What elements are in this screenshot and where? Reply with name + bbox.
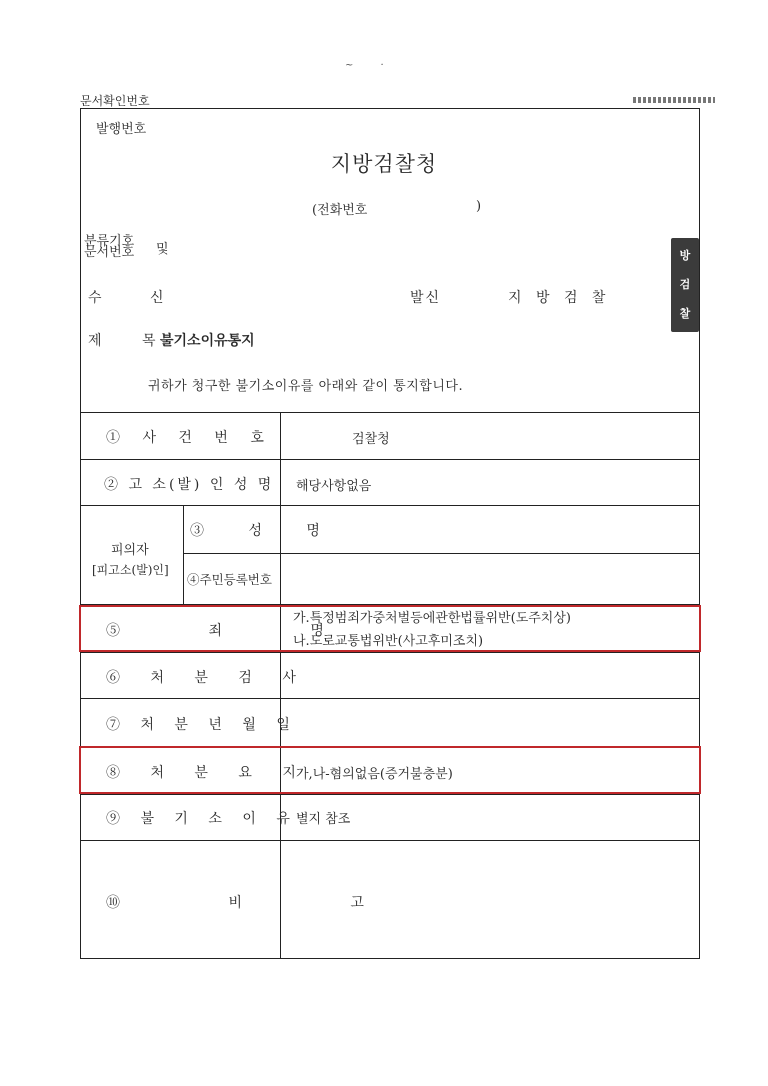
row-divider (80, 794, 700, 795)
subject-value: 불기소이유통지 (160, 333, 255, 349)
remarks-label: ⑩ 비 고 (106, 895, 364, 911)
row-divider (80, 698, 700, 699)
column-divider (183, 505, 184, 604)
row-divider (80, 652, 700, 653)
classification-and: 및 (156, 242, 169, 257)
non-indictment-reason-value: 별지 참조 (296, 812, 351, 827)
sender-value: 지 방 검 찰 (508, 290, 611, 306)
seal-char: 방 (679, 249, 691, 263)
corner-barcode-icon (633, 97, 715, 103)
classification-label-line2: 문서번호 (84, 245, 135, 260)
row-divider (80, 505, 700, 506)
intro-text: 귀하가 청구한 불기소이유를 아래와 같이 통지합니다. (148, 379, 464, 394)
disposition-date-label: ⑦ 처 분 년 월 일 (106, 717, 298, 733)
disposition-summary-value: 가,나-혐의없음(증거불충분) (296, 767, 453, 782)
suspect-label: 피의자 (111, 543, 149, 558)
seal-char: 검 (679, 277, 691, 291)
sender-label: 발신 (410, 290, 442, 306)
row-divider (80, 840, 700, 841)
non-indictment-reason-label: ⑨ 불 기 소 이 유 (106, 811, 298, 827)
phone-close-paren: ) (476, 199, 482, 214)
complainant-value: 해당사항없음 (296, 479, 372, 494)
document-frame (80, 108, 700, 959)
classification-label (84, 236, 134, 258)
subject-label: 제 목 (88, 333, 174, 349)
case-number-value: 검찰청 (352, 432, 390, 447)
phone-label: (전화번호 (312, 203, 368, 218)
classification-label-line1: 분류기호 (84, 234, 135, 249)
official-seal-stamp (671, 238, 699, 332)
seal-char: 찰 (679, 306, 691, 320)
row-divider (183, 553, 700, 554)
issue-number-label: 발행번호 (96, 122, 147, 137)
row-divider (80, 459, 700, 460)
prosecutor-label: ⑥ 처 분 검 사 (106, 670, 309, 686)
offense-value-line2: 나.도로교통법위반(사고후미조치) (293, 634, 484, 649)
agency-title: 지방검찰청 (330, 152, 438, 176)
doc-confirm-number-label: 문서확인번호 (80, 94, 150, 108)
recipient-label: 수 신 (88, 290, 186, 306)
offense-label: ⑤ 죄 명 (106, 623, 324, 639)
resident-number-label: ④주민등록번호 (187, 572, 272, 587)
suspect-sublabel: [피고소(발)인] (92, 563, 169, 577)
table-top-line (80, 412, 700, 413)
disposition-summary-label: ⑧ 처 분 요 지 (106, 765, 309, 781)
complainant-label: ② 고 소(발) 인 성 명 (104, 477, 275, 493)
offense-value-line1: 가.특정범죄가중처벌등에관한법률위반(도주치상) (293, 611, 571, 626)
suspect-name-label: ③ 성 명 (190, 523, 340, 539)
case-number-label: ① 사 건 번 호 (106, 430, 273, 446)
top-scan-marks: ~ · (345, 60, 396, 71)
